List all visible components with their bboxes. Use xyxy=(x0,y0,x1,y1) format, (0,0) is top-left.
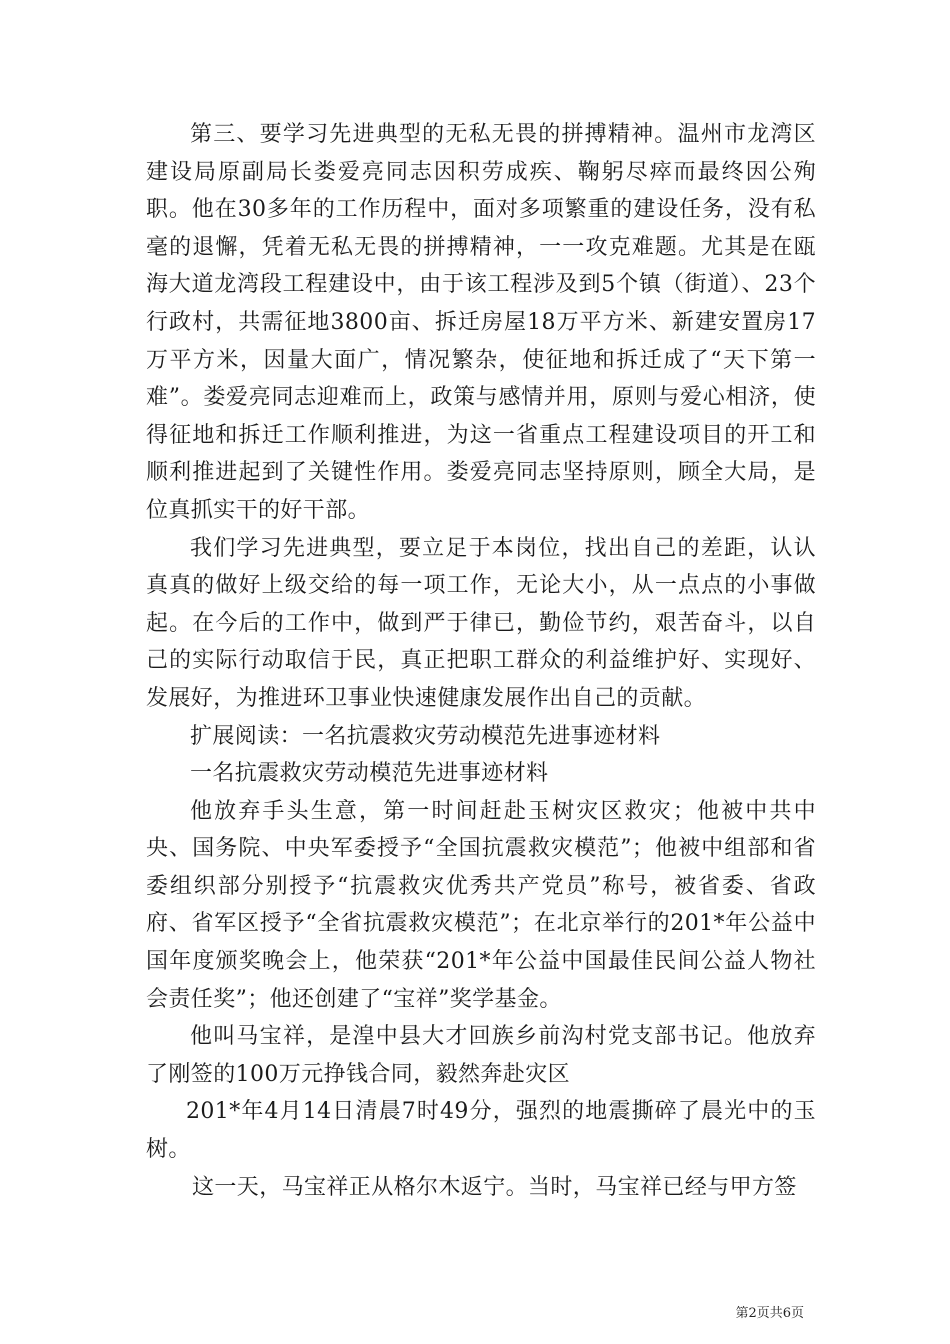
paragraph-learning-spirit: 第三、要学习先进典型的无私无畏的拼搏精神。温州市龙湾区建设局原副局长娄爱亮同志因积劳成疾、鞠躬尽瘁而最终因公殉职。他在30多年的工作历程中，面对多项繁重的建设任务，没有私毫的退懈，凭着无私无畏的拼搏精神，一一攻克难题。尤其是在瓯海大道龙湾段工程建设中，由于该工程涉及到5个镇（街道）、23个行政村，共需征地3800亩、拆迁房屋18万平方米、新建安置房17万平方米，因量大面广，情况繁杂，使征地和拆迁成了“天下第一难”。娄爱亮同志迎难而上，政策与感情并用，原则与爱心相济，使得征地和拆迁工作顺利推进，为这一省重点工程建设项目的开工和顺利推进起到了关键性作用。娄爱亮同志坚持原则，顾全大局，是位真抓实干的好干部。 xyxy=(146,122,816,523)
document-body xyxy=(146,116,816,1206)
paragraph-self-reflection: 我们学习先进典型，要立足于本岗位，找出自己的差距，认认真真的做好上级交给的每一项工作，无论大小，从一点点的小事做起。在今后的工作中，做到严于律已，勤俭节约，艰苦奋斗，以自己的实际行动取信于民，真正把职工群众的利益维护好、实现好、发展好，为推进环卫事业快速健康发展作出自己的贡献。 xyxy=(146,535,816,711)
paragraph-return-trip: 这一天，马宝祥正从格尔木返宁。当时，马宝祥已经与甲方签 xyxy=(192,1174,797,1200)
paragraph-earthquake: 201*年4月14日清晨7时49分，强烈的地震撕碎了晨光中的玉树。 xyxy=(146,1099,816,1163)
paragraph-introduction: 他叫马宝祥，是湟中县大才回族乡前沟村党支部书记。他放弃了刚签的100万元挣钱合同，毅然奔赴灾区 xyxy=(146,1024,816,1087)
page-number-footer: 第2页共6页 xyxy=(735,1306,804,1321)
paragraph-extended-reading: 扩展阅读：一名抗震救灾劳动模范先进事迹材料 xyxy=(190,723,661,749)
paragraph-honors: 他放弃手头生意，第一时间赶赴玉树灾区救灾；他被中共中央、国务院、中央军委授予“全国抗震救灾模范”；他被中组部和省委组织部分别授予“抗震救灾优秀共产党员”称号，被省委、省政府、省军区授予“全省抗震救灾模范”；在北京举行的201*年公益中国年度颁奖晚会上，他荣获“201*年公益中国最佳民间公益人物社会责任奖”；他还创建了“宝祥”奖学基金。 xyxy=(146,798,816,1012)
paragraph-subtitle: 一名抗震救灾劳动模范先进事迹材料 xyxy=(190,761,549,787)
